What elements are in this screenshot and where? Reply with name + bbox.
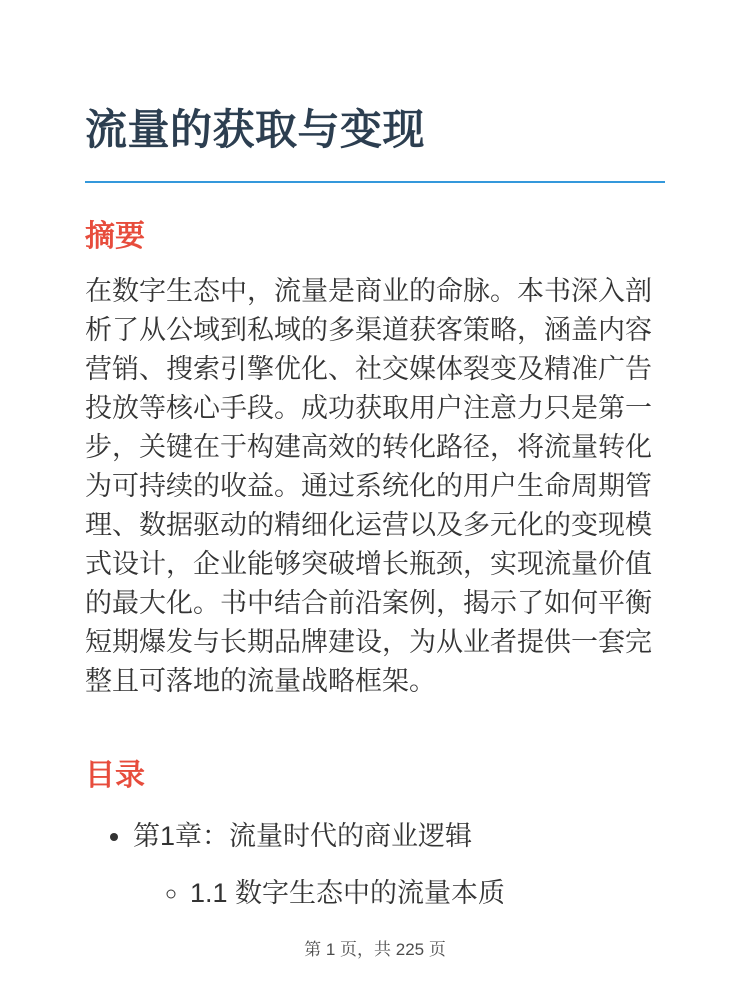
abstract-paragraph: 在数字生态中，流量是商业的命脉。本书深入剖析了从公域到私域的多渠道获客策略，涵盖内容营销、搜索引擎优化、社交媒体裂变及精准广告投放等核心手段。成功获取用户注意力只是第一步，关键在于构建高效的转化路径，将流量转化为可持续的收益。通过系统化的用户生命周期管理、数据驱动的精细化运营以及多元化的变现模式设计，企业能够突破增长瓶颈，实现流量价值的最大化。书中结合前沿案例，揭示了如何平衡短期爆发与长期品牌建设，为从业者提供一套完整且可落地的流量战略框架。 bbox=[85, 276, 652, 696]
toc-chapter-label: 第1章：流量时代的商业逻辑 bbox=[133, 821, 473, 851]
toc-heading: 目录 bbox=[85, 759, 145, 792]
toc-item-chapter-1 bbox=[133, 817, 665, 913]
toc-list bbox=[85, 817, 665, 913]
toc-section-label: 1.1 数字生态中的流量本质 bbox=[190, 878, 506, 908]
page-indicator: 第 1 页，共 225 页 bbox=[304, 940, 446, 959]
page-footer bbox=[0, 938, 750, 962]
page-title: 流量的获取与变现 bbox=[85, 106, 426, 153]
toc-sublist-chapter-1 bbox=[133, 874, 665, 913]
toc-item-section-1-1 bbox=[190, 874, 665, 913]
title-divider bbox=[85, 181, 665, 183]
abstract-heading: 摘要 bbox=[85, 220, 145, 253]
